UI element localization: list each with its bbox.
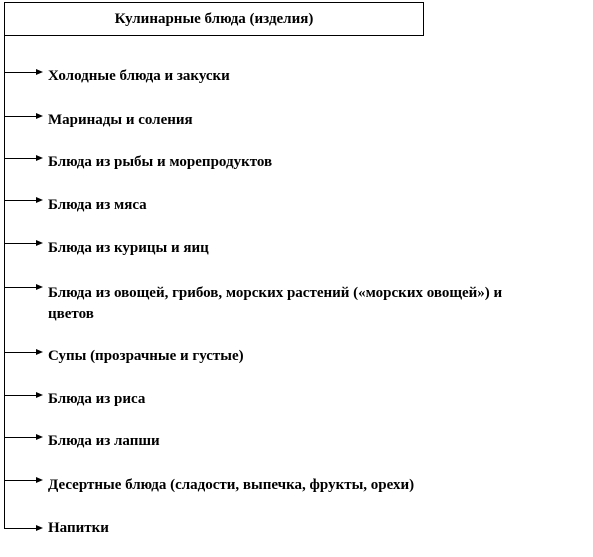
- root-node-label: Кулинарные блюда (изделия): [114, 10, 314, 27]
- arrow-head-icon: [36, 197, 43, 203]
- category-item-4: Блюда из мяса: [48, 197, 147, 213]
- arrow-head-icon: [36, 477, 43, 483]
- arrow-head-icon: [36, 240, 43, 246]
- arrow-head-icon: [36, 349, 43, 355]
- arrow-head-icon: [36, 113, 43, 119]
- arrow-head-icon: [36, 525, 43, 531]
- category-item-3: Блюда из рыбы и морепродуктов: [48, 154, 273, 170]
- arrow-head-icon: [36, 434, 43, 440]
- category-item-2: Маринады и соления: [48, 112, 193, 128]
- category-item-1: Холодные блюда и закуски: [48, 68, 230, 84]
- category-item-5: Блюда из курицы и яиц: [48, 240, 209, 256]
- category-item-11: Напитки: [48, 520, 109, 536]
- category-item-7: Супы (прозрачные и густые): [48, 348, 244, 364]
- root-node: [4, 2, 424, 36]
- arrow-head-icon: [36, 392, 43, 398]
- category-item-6: Блюда из овощей, грибов, морских растений («морских овощей») и цветов: [48, 285, 503, 322]
- category-item-9: Блюда из лапши: [48, 433, 160, 449]
- arrow-head-icon: [36, 69, 43, 75]
- category-item-8: Блюда из риса: [48, 391, 146, 407]
- arrow-head-icon: [36, 284, 43, 290]
- arrow-head-icon: [36, 155, 43, 161]
- trunk-line: [4, 36, 5, 529]
- category-item-10: Десертные блюда (сладости, выпечка, фрукты, орехи): [48, 477, 415, 493]
